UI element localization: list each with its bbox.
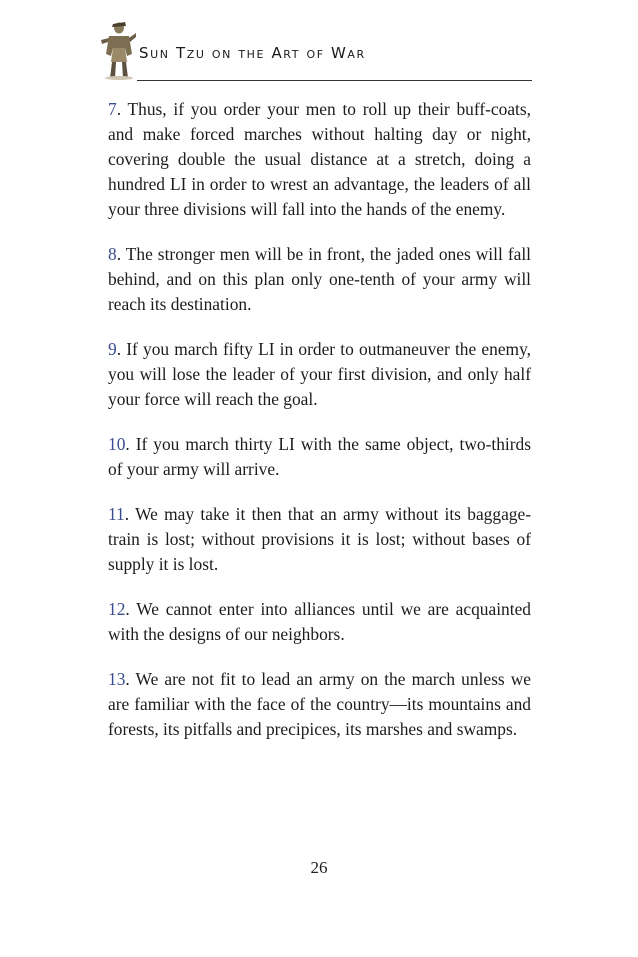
paragraph-number: 8 [108, 244, 117, 264]
paragraph-8: 8. The stronger men will be in front, the jaded ones will fall behind, and on this plan only one-tenth of your army will reach its destination. [108, 244, 531, 314]
paragraph-number: 13 [108, 669, 126, 689]
paragraph-11: 11. We may take it then that an army without its baggage-train is lost; without provisions it is lost; without bases of supply it is lost. [108, 504, 531, 574]
paragraph-text: We cannot enter into alliances until we are acquainted with the designs of our neighbors. [108, 599, 531, 644]
paragraph-text: Thus, if you order your men to roll up their buff-coats, and make forced marches without halting day or night, covering double the usual distance at a stretch, doing a hundred LI in order to wrest an advantage, the leaders of all your three divisions will fall into the hands of the enemy. [108, 99, 531, 219]
paragraph-number: 12 [108, 599, 126, 619]
warrior-figure-icon [99, 18, 137, 80]
paragraph-text: The stronger men will be in front, the jaded ones will fall behind, and on this plan only one-tenth of your army will reach its destination. [108, 244, 531, 314]
page-header [96, 18, 532, 82]
paragraph-10: 10. If you march thirty LI with the same object, two-thirds of your army will arrive. [108, 434, 531, 479]
paragraph-text: We may take it then that an army without its baggage-train is lost; without provisions it is lost; without bases of supply it is lost. [108, 504, 531, 574]
paragraph-number: 9 [108, 339, 117, 359]
page-body [108, 97, 531, 762]
paragraph-9: 9. If you march fifty LI in order to outmaneuver the enemy, you will lose the leader of your first division, and only half your force will reach the goal. [108, 339, 531, 409]
paragraph-text: We are not fit to lead an army on the march unless we are familiar with the face of the country—its mountains and forests, its pitfalls and precipices, its marshes and swamps. [108, 669, 531, 739]
paragraph-text: If you march thirty LI with the same object, two-thirds of your army will arrive. [108, 434, 531, 479]
header-rule [137, 80, 532, 81]
paragraph-text: If you march fifty LI in order to outmaneuver the enemy, you will lose the leader of your first division, and only half your force will reach the goal. [108, 339, 531, 409]
paragraph-number: 10 [108, 434, 126, 454]
page-number: 26 [310, 858, 328, 877]
paragraph-7: 7. Thus, if you order your men to roll up their buff-coats, and make forced marches without halting day or night, covering double the usual distance at a stretch, doing a hundred LI in order to wrest an advantage, the leaders of all your three divisions will fall into the hands of the enemy. [108, 99, 531, 219]
paragraph-number: 11 [108, 504, 125, 524]
paragraph-13: 13. We are not fit to lead an army on the march unless we are familiar with the face of the country—its mountains and forests, its pitfalls and precipices, its marshes and swamps. [108, 669, 531, 739]
paragraph-12: 12. We cannot enter into alliances until we are acquainted with the designs of our neighbors. [108, 599, 531, 644]
running-head: Sun Tzu on the Art of War [139, 44, 366, 62]
paragraph-number: 7 [108, 99, 117, 119]
